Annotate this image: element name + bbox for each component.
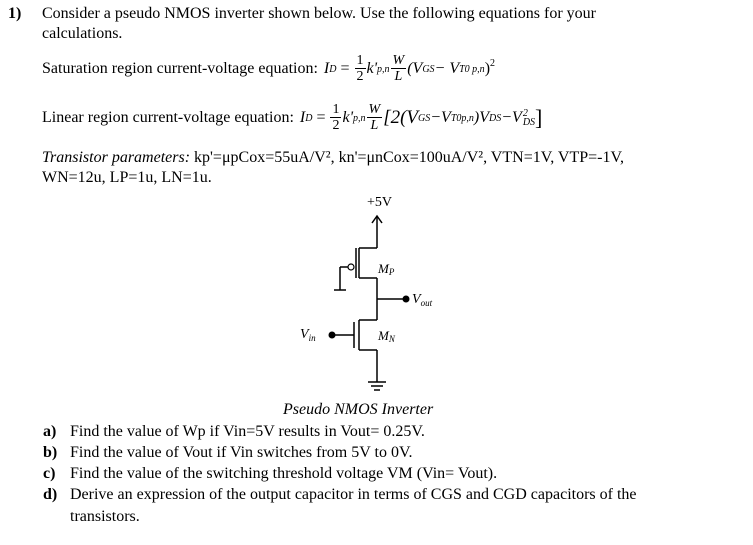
part-b-text: Find the value of Vout if Vin switches from 5V to 0V. [70, 444, 413, 461]
vout-label: $V_{out}$ [412, 292, 433, 308]
transistor-parameters-line-2: WN=12u, LP=1u, LN=1u. [42, 169, 212, 186]
transistor-parameters-line-1: Transistor parameters: kp'=μpCox=55uA/V², kn'=μnCox=100uA/V², VTN=1V, VTP=-1V, [42, 149, 624, 166]
mp-label: MP [378, 261, 395, 277]
question-number: 1) [8, 5, 22, 22]
part-b-letter: b) [43, 444, 58, 461]
linear-equation: Linear region current-voltage equation: I D = $\frac{1}{2}$ k' p,n $\frac{W}{L}$ [2(V GS −V T0p,n )V DS −V 2 DS ] [42, 102, 543, 133]
part-a-text: Find the value of Wp if Vin=5V results in Vout= 0.25V. [70, 423, 425, 440]
mn-label: MN [378, 328, 395, 344]
part-d-letter: d) [43, 486, 58, 503]
part-c-letter: c) [43, 465, 56, 482]
pmos-bubble [348, 264, 354, 270]
ground-icon [368, 382, 386, 390]
vin-label: $V_{in}$ [300, 327, 316, 343]
part-d-text-line-2: transistors. [70, 508, 140, 525]
part-d-text-line-1: Derive an expression of the output capacitor in terms of CGS and CGD capacitors of the [70, 486, 637, 503]
circuit-caption: Pseudo NMOS Inverter [283, 401, 434, 418]
intro-line-1: Consider a pseudo NMOS inverter shown below. Use the following equations for your [42, 5, 596, 22]
saturation-label: Saturation region current-voltage equation: [42, 60, 318, 77]
linear-label: Linear region current-voltage equation: [42, 109, 294, 126]
part-c-text: Find the value of the switching threshold voltage VM (Vin= Vout). [70, 465, 498, 482]
pseudo-nmos-circuit [290, 190, 470, 405]
saturation-equation: Saturation region current-voltage equation: I D = $\frac{1}{2}$ k' p,n $\frac{W}{L}$ (V GS − V T0 p,n ) $^2$ [42, 53, 496, 84]
supply-label: +5V [367, 195, 393, 210]
intro-line-2: calculations. [42, 25, 123, 42]
vout-node [403, 296, 410, 303]
vin-node [329, 332, 336, 339]
part-a-letter: a) [43, 423, 57, 440]
